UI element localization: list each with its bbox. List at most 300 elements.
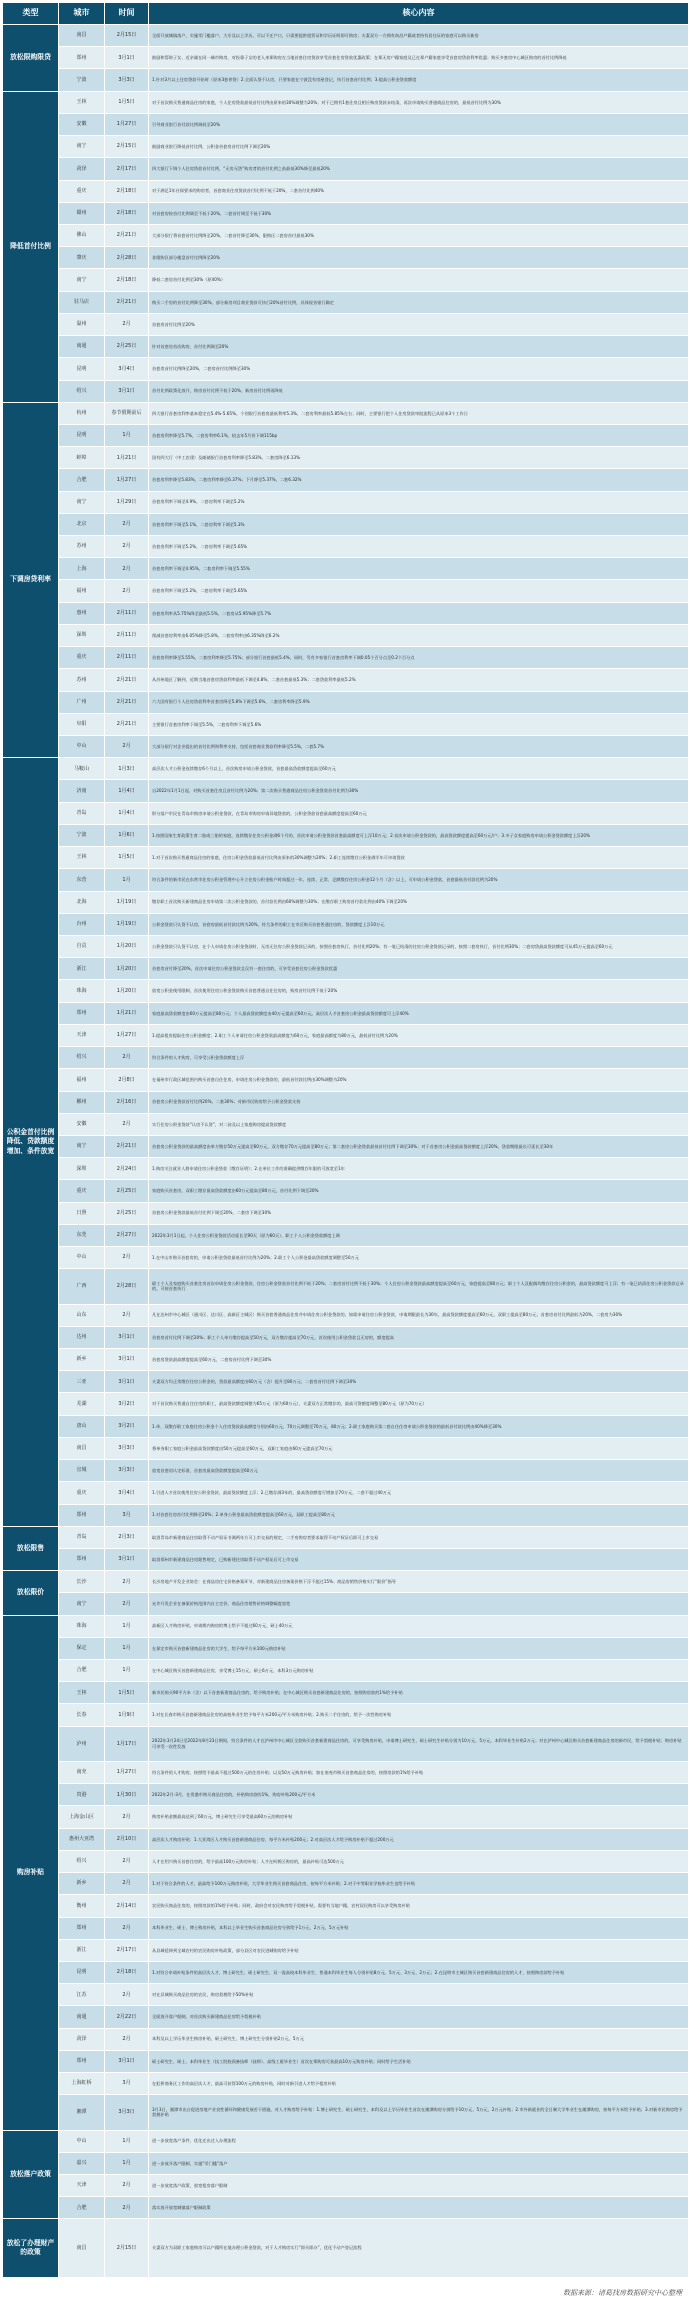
- source-note: 数据来源：诸葛找房数据研究中心整理: [563, 2289, 682, 2297]
- table-row: [3, 958, 689, 980]
- date-cell: 2月27日: [105, 1224, 149, 1246]
- header-city: 城市: [59, 3, 105, 25]
- content-text: 实行住房公积金贷款“认房不认贷”，对二孩及以上家庭购房提高贷款额度: [152, 1121, 287, 1127]
- content-cell: [149, 402, 689, 424]
- content-cell: [149, 2219, 689, 2278]
- content-cell: [149, 1828, 689, 1850]
- date-cell: 3月1日: [105, 1348, 149, 1370]
- table-row: [3, 1961, 689, 1983]
- date-cell: 3月2日: [105, 1415, 149, 1437]
- table-row: [3, 558, 689, 580]
- date-cell: 2月11日: [105, 602, 149, 624]
- date-cell: 1月30日: [105, 1784, 149, 1806]
- table-row: [3, 1269, 689, 1304]
- content-cell: [149, 2006, 689, 2028]
- city-cell: 合肥: [59, 469, 105, 491]
- content-text: 允许开发企业在备案价格范围内自主定价，商品住房销售价格调整幅度放宽: [152, 1601, 291, 1607]
- date-cell: 2月: [105, 513, 149, 535]
- content-text: 在虹桥商务区工作的高层次人才，最高可获得100万元的购房补贴，同时对新引进人才给予租房补贴: [152, 2080, 336, 2086]
- city-cell: 中山: [59, 2130, 105, 2152]
- date-cell: 2月15日: [105, 2219, 149, 2278]
- content-text: 引导商业银行首付款比例调低至20%: [152, 121, 220, 127]
- city-cell: 王林: [59, 847, 105, 869]
- table-row: [3, 358, 689, 380]
- content-text: 首套房公积金贷款的最高额度由单方缴存50万元提高至60万元，双方缴存70万元提高至80万元；第二套房公积金贷款最低首付比例下调至30%；对于首套房公积金最高贷款额度上浮20%，贷款期限最长可延长至30年: [152, 1143, 554, 1149]
- content-cell: [149, 1247, 689, 1269]
- content-cell: [149, 980, 689, 1002]
- content-cell: [149, 491, 689, 513]
- content-cell: [149, 358, 689, 380]
- content-text: 鼓励商业银行降低首付比例，公积金首套房首付比例下调至20%: [152, 143, 271, 149]
- content-text: 在保定市购买首套新建商品住房的大学生，给予每平方米100元购房补贴: [152, 1645, 286, 1651]
- content-cell: [149, 1761, 689, 1783]
- content-text: 高层次人才公积金连续缴存6个月以上，首次购房申请公积金贷款，首套最高贷款额度提高至60万元: [152, 766, 336, 772]
- city-cell: 宁波: [59, 69, 105, 91]
- city-cell: 重庆: [59, 647, 105, 669]
- date-cell: 2月: [105, 1984, 149, 2006]
- content-text: 1.单、双缴存职工家庭住房公积金个人住房贷款最高额度分别由60万元、70万元调整至70万元、80万元；2.职工家庭购买第二套自住住房申请公积金贷款的最低首付款比例由40%降至30%: [152, 1423, 502, 1429]
- content-text: 对于首次购买普通商品住房的家庭，个人住房贷款最低首付比例由原来的30%调整为20%；对于已拥有1套住房且相应购房贷款未结清，再次申请购买普通商品住房的，最低首付比例为30%: [152, 99, 501, 105]
- header-date: 时间: [105, 3, 149, 25]
- date-cell: 2月18日: [105, 180, 149, 202]
- category-cell: 降低首付比例: [3, 91, 59, 402]
- table-row: [3, 647, 689, 669]
- content-cell: [149, 291, 689, 313]
- table-row: [3, 1682, 689, 1704]
- city-cell: 南宁: [59, 1135, 105, 1157]
- content-cell: [149, 536, 689, 558]
- table-row: [3, 1593, 689, 1615]
- table-row: [3, 624, 689, 646]
- table-row: [3, 1326, 689, 1348]
- city-cell: 安徽: [59, 113, 105, 135]
- content-text: 对于满足1年社保要求的购房者，首套商业住房贷款首付比例不低于20%，二套首付比例40%: [152, 188, 325, 194]
- table-row: [3, 1482, 689, 1504]
- content-cell: [149, 1984, 689, 2006]
- content-text: 1.针对3月以上住房贷款开始时（原来3套停贷）2.全面认贷不认房，只要家庭在宁波没有房屋登记，执行首套首付比例；3.提高公积金贷款额度: [152, 77, 417, 83]
- date-cell: 1月21日: [105, 1002, 149, 1024]
- date-cell: 2月: [105, 1850, 149, 1872]
- table-row: [3, 847, 689, 869]
- content-text: 首套房利率下调至4.95%，二套房利率下调至5.55%: [152, 566, 250, 572]
- content-cell: [149, 424, 689, 446]
- content-cell: [149, 1637, 689, 1659]
- content-text: 大部分银行对企业提出的首付比例和利率支持，包括首套商业贷款利率降至5.5%，二套5.7%: [152, 743, 325, 749]
- table-row: [3, 580, 689, 602]
- content-cell: [149, 1348, 689, 1370]
- city-cell: 温州: [59, 313, 105, 335]
- content-cell: [149, 1002, 689, 1024]
- city-cell: 深圳: [59, 624, 105, 646]
- table-row: [3, 224, 689, 246]
- table-row: [3, 602, 689, 624]
- table-row: [3, 1024, 689, 1046]
- category-cell: 公积金首付比例降低、贷款额度增加、条件放宽: [3, 758, 59, 1527]
- table-row: [3, 1304, 689, 1326]
- city-cell: 合肥: [59, 2197, 105, 2219]
- content-text: 四大银行首套房利率基本稳定在5.4%-5.65%，个别银行首套房最低利率5.3%，二套房利率最低5.85%左右；同时，主要银行把个人住房贷款审批流程已从原来3个工作日: [152, 410, 468, 416]
- date-cell: 3月1日: [105, 47, 149, 69]
- content-text: 公积金贷款只认贷不认房，首套房最低首付款比例为20%，符合条件的职工在市区购买首套普通住房的，贷款额度上浮10万元: [152, 921, 385, 927]
- city-cell: 肇庆: [59, 247, 105, 269]
- content-text: 首套房公积金贷款最低首付比例下调至20%，二套房下调至30%: [152, 1210, 272, 1216]
- date-cell: 1月4日: [105, 802, 149, 824]
- city-cell: 山东: [59, 1304, 105, 1326]
- date-cell: 3月: [105, 2073, 149, 2095]
- table-row: [3, 1850, 689, 1872]
- content-cell: [149, 1393, 689, 1415]
- city-cell: 绍兴: [59, 380, 105, 402]
- content-text: 2022年3月24日至2022年8月23日期间，符合条件的人才在泸州市中心城区全款购买首套新建商品住房的，可享受购房补贴，申请博士研究生、硕士研究生补贴分别为10万元、5万元，本科毕业生补贴2万元；对在泸州中心城区购买首套新建商品住房的新市民，给予契税补贴；购房补贴可享受一次性发放: [152, 1738, 682, 1749]
- date-cell: 2月25日: [105, 1202, 149, 1224]
- date-cell: 2月24日: [105, 1158, 149, 1180]
- content-text: 在中心城区购买首套新建商品住房，享受博士15万元、硕士6万元、本科3万元购房补贴: [152, 1667, 314, 1673]
- content-text: 首套房首付比例下调至20%；职工个人单方缴存提高至50万元，双方缴存提高至70万元，首次使用公积金贷款且无房的，额度提高: [152, 1334, 394, 1340]
- city-cell: 北海: [59, 891, 105, 913]
- content-cell: [149, 1961, 689, 1983]
- content-text: 积分落户市民在青岛市购房申请公积金贷款，在青岛市购房申请异地贷款的，公积金贷款首套最高额度提高至60万元: [152, 810, 367, 816]
- date-cell: 2月11日: [105, 624, 149, 646]
- table-row: [3, 247, 689, 269]
- city-cell: 南通: [59, 2006, 105, 2028]
- table-row: [3, 2050, 689, 2072]
- content-cell: [149, 2130, 689, 2152]
- city-cell: 达州: [59, 1326, 105, 1348]
- city-cell: 佛山: [59, 224, 105, 246]
- table-row: [3, 291, 689, 313]
- content-cell: [149, 758, 689, 780]
- table-row: [3, 2219, 689, 2278]
- content-cell: [149, 25, 689, 47]
- category-cell: 购房补贴: [3, 1615, 59, 2130]
- city-cell: 中山: [59, 1247, 105, 1269]
- table-row: [3, 336, 689, 358]
- city-cell: 昆明: [59, 1961, 105, 1983]
- table-row: [3, 1415, 689, 1437]
- date-cell: 2月21日: [105, 224, 149, 246]
- content-cell: [149, 269, 689, 291]
- date-cell: 2月: [105, 1247, 149, 1269]
- content-cell: [149, 1682, 689, 1704]
- date-cell: 2月: [105, 558, 149, 580]
- table-row: [3, 1224, 689, 1246]
- table-row: [3, 2095, 689, 2130]
- content-text: 新市民购买90平方米（含）以下首套新建商品住房的，给予购房补贴；在中心城区购买首套新建商品住房的，按照购房款的1%给予补贴: [152, 1690, 403, 1696]
- city-cell: 浙江: [59, 958, 105, 980]
- category-cell: 放松落户政策: [3, 2130, 59, 2219]
- table-row: [3, 136, 689, 158]
- content-text: 全面开放城镇落户，实施零门槛落户，大专及以上学历，可以不迁户口，只需要提供租赁证和学历证明即可购房；夫妻双方一方拥有南昌户籍或者持有居住证的家庭可以购买新房: [152, 32, 479, 38]
- content-cell: [149, 1415, 689, 1437]
- city-cell: 保定: [59, 1637, 105, 1659]
- content-text: 凡在达州市中心城区（通川区、达川区、高新区主城区）购买首套普通商品住房并申请住房公积金贷款的，如需申请住房公积金贷款，申请期限最长为30年，最高贷款额度提高至60万元，双职工提高至80万元；首套房首付比例最低为20%，二套房为30%: [152, 1312, 623, 1318]
- content-cell: [149, 891, 689, 913]
- city-cell: 南宁: [59, 1593, 105, 1615]
- date-cell: 1月: [105, 424, 149, 446]
- content-text: 鼓励和帮助子女、近亲属在同一城市购房，对投靠子女的老人来郑购房在当地首套住房贷款享受首套住房贷款优惠政策；在郑无房户籍家庭及已在郑户籍家庭享受首套房贷款利率优惠；购买多套房中心城区购房的首付比例降低: [152, 55, 567, 61]
- content-text: 非限购区部分楼盘首付比例降至20%: [152, 255, 220, 261]
- content-text: 首套房利率下调至4.9%，二套房利率下调至5.2%: [152, 499, 245, 505]
- city-cell: 郑州: [59, 47, 105, 69]
- city-cell: 南昌: [59, 1437, 105, 1459]
- content-text: 从县城延伸到全域农村的农民购房补贴政策，部分县区对农民进城购房给予补贴: [152, 1947, 299, 1953]
- content-text: 进一步放宽落户政策，放宽租房落户限制: [152, 2182, 228, 2188]
- table-row: [3, 1615, 689, 1637]
- city-cell: 南昌: [59, 25, 105, 47]
- date-cell: 1月27日: [105, 1761, 149, 1783]
- date-cell: 2月: [105, 2028, 149, 2050]
- content-text: 1.对于首次购买普通商品住房的家庭，住房公积金贷款最低首付比例由原来的30%调整为20%；2.职工连续缴存公积金满半年可申请贷款: [152, 854, 405, 860]
- table-row: [3, 402, 689, 424]
- city-cell: 南宁: [59, 136, 105, 158]
- content-cell: [149, 1371, 689, 1393]
- city-cell: 新乡: [59, 1348, 105, 1370]
- table-row: [3, 713, 689, 735]
- date-cell: 2月: [105, 1571, 149, 1593]
- content-cell: [149, 2174, 689, 2196]
- date-cell: 2月: [105, 1806, 149, 1828]
- date-cell: 2月16日: [105, 1091, 149, 1113]
- content-cell: [149, 958, 689, 980]
- content-cell: [149, 1069, 689, 1091]
- date-cell: 1月: [105, 1637, 149, 1659]
- date-cell: 3月3日: [105, 1437, 149, 1459]
- date-cell: 3月: [105, 1504, 149, 1526]
- table-row: [3, 202, 689, 224]
- city-cell: 郴州: [59, 1091, 105, 1113]
- content-text: 首套房利率下调至5.1%，二套房利率下调至5.3%: [152, 521, 245, 527]
- content-text: 职工个人及家庭购买首套住房首次申请住房公积金贷款，住房公积金贷款首付比例不低于20%；二套房首付比例不低于30%；个人住房公积金贷款最高额度提高至60万元，家庭提高至80万元；职工个人及配偶均缴存住房公积金的，最高贷款额度可上浮；有一笔已结清住房公积金贷款记录的，可按首套执行: [152, 1280, 684, 1292]
- table-row: [3, 869, 689, 891]
- table-row: [3, 1761, 689, 1783]
- table-row: [3, 1437, 689, 1459]
- table-row: [3, 1526, 689, 1548]
- content-text: 在福州市行政区域范围内购买首套自住住房，申请住房公积金贷款的，最低首付款比例由30%调整为20%: [152, 1077, 347, 1083]
- date-cell: 2月: [105, 580, 149, 602]
- date-cell: 1月: [105, 2130, 149, 2152]
- city-cell: 上海金山区: [59, 1806, 105, 1828]
- city-cell: 新乡: [59, 1873, 105, 1895]
- table-row: [3, 1202, 689, 1224]
- city-cell: 王林: [59, 91, 105, 113]
- table-row: [3, 1113, 689, 1135]
- date-cell: 3月3日: [105, 2095, 149, 2130]
- table-row: [3, 1091, 689, 1113]
- table-row: [3, 1873, 689, 1895]
- date-cell: 2月: [105, 2197, 149, 2219]
- table-row: [3, 1660, 689, 1682]
- date-cell: 2月15日: [105, 136, 149, 158]
- content-text: 高新区人才购房补贴，申请期内购房的博士给予不超过60万元，硕士40万元: [152, 1623, 293, 1629]
- city-cell: 昆明: [59, 424, 105, 446]
- date-cell: 2月: [105, 1047, 149, 1069]
- content-text: 四大银行下调个人住房贷款首付比例，“无房无贷”购房者的首付比例之前最低30%降至最低20%: [152, 166, 330, 172]
- city-cell: 王林: [59, 1682, 105, 1704]
- content-cell: [149, 1526, 689, 1548]
- table-row: [3, 269, 689, 291]
- date-cell: 1月29日: [105, 491, 149, 513]
- content-text: 进一步放开落户限制，实施“零门槛”落户: [152, 2160, 228, 2166]
- city-cell: 长沙: [59, 1571, 105, 1593]
- content-cell: [149, 2152, 689, 2174]
- date-cell: 3月1日: [105, 1548, 149, 1570]
- date-cell: 1月21日: [105, 447, 149, 469]
- content-text: 主要银行首套房利率下调至5.5%，二套房利率下调至5.6%: [152, 721, 262, 727]
- header-type: 类型: [3, 3, 59, 25]
- table-row: [3, 780, 689, 802]
- city-cell: 浙江: [59, 1939, 105, 1961]
- content-text: 1.引进人才首次使用住房公积金贷款，最高贷款额度上浮；2.已缴存满3年的，最高贷款额度可增加至70万元，二套不超过40万元: [152, 1490, 392, 1496]
- city-cell: 菏泽: [59, 2028, 105, 2050]
- policy-table: [2, 2, 689, 2278]
- content-cell: [149, 313, 689, 335]
- content-text: 国有四大行（中工农建）及邮储银行首套房利率降至5.83%，二套房降至6.13%: [152, 455, 301, 461]
- table-row: [3, 47, 689, 69]
- date-cell: 3月1日: [105, 1371, 149, 1393]
- content-text: 本科毕业生、硕士、博士购房补贴，本科以上毕业生购买首套商品住房分别给予1万元、2万元、5万元补贴: [152, 1925, 349, 1931]
- table-row: [3, 25, 689, 47]
- city-cell: 南宁: [59, 491, 105, 513]
- content-cell: [149, 1895, 689, 1917]
- city-cell: 惠州: [59, 602, 105, 624]
- table-row: [3, 513, 689, 535]
- content-text: 首套房利率降至5.55%，二套房利率降至5.75%；部分银行首套最低5.4%，同时，另有多家银行首套房利率下调0.05个百分点至0.2个百分点: [152, 655, 415, 660]
- category-cell: 下调房贷利率: [3, 402, 59, 758]
- content-text: 符合条件的新市民在东营市住房公积金管理中心开立住房公积金账户时间超过一年，连续、正常、足额缴存住房公积金12个月（含）以上，可申请公积金贷款，首套最低首付款比例为20%: [152, 877, 498, 883]
- date-cell: 2月10日: [105, 1828, 149, 1850]
- city-cell: 惠州大亚湾: [59, 1828, 105, 1850]
- content-text: 符合条件的人才购房，可享受公积金贷款额度上浮: [152, 1054, 245, 1060]
- date-cell: 3月4日: [105, 1482, 149, 1504]
- content-cell: [149, 580, 689, 602]
- content-cell: [149, 1482, 689, 1504]
- content-text: 放宽公积金使用限制，首次使用住房公积金贷款购买首套普通自住住房的，购房首付比例不低于20%: [152, 988, 338, 994]
- table-body: [3, 25, 689, 2278]
- table-row: [3, 1637, 689, 1659]
- table-row: [3, 1784, 689, 1806]
- date-cell: 1月20日: [105, 958, 149, 980]
- city-cell: 广西: [59, 1269, 105, 1304]
- table-row: [3, 491, 689, 513]
- content-cell: [149, 1091, 689, 1113]
- content-text: 首套房利率降至5.7%，二套房利率6.1%，较去年5月份下调115bp: [152, 432, 278, 438]
- date-cell: 3月3日: [105, 1460, 149, 1482]
- city-cell: 郑州: [59, 1548, 105, 1570]
- content-cell: [149, 513, 689, 535]
- content-text: 对于首次购买普通自住住房的职工，最高贷款额度调整为65万元（原为60万元），夫妻双方正常缴存的，最高可贷额度调整至80万元（原为70万元）: [152, 1401, 427, 1407]
- date-cell: 1月4日: [105, 780, 149, 802]
- table-row: [3, 1247, 689, 1269]
- content-text: 3月3日，湘潭市出台促进房地产业良性循环和健康发展若干措施，对人才购房给予补贴：1.博士研究生、硕士研究生、本科及以上学历毕业生首次在湘潭购房分别给予10万元、5万元、2万元补贴；2.市外新就业的全日制大学毕业生在湘潭购房，按每平方米给予补贴；3.对新市民购房给予契税补贴: [152, 2106, 683, 2118]
- content-cell: [149, 713, 689, 735]
- content-cell: [149, 2095, 689, 2130]
- content-text: 首套房利率下调至5.2%，二套房利率下调至5.65%: [152, 543, 248, 549]
- city-cell: 宜城: [59, 1460, 105, 1482]
- content-text: 首套房首付比例至20%: [152, 321, 195, 327]
- city-cell: 珠海: [59, 980, 105, 1002]
- content-text: 对首套房按首付比例调至不低于20%，二套首付调至不低于30%: [152, 210, 272, 216]
- city-cell: 南充: [59, 1761, 105, 1783]
- content-cell: [149, 380, 689, 402]
- table-row: [3, 824, 689, 846]
- city-cell: 苏州: [59, 536, 105, 558]
- content-cell: [149, 247, 689, 269]
- content-text: 将单身职工家庭公积金最高贷款额度由50万元提高至60万元，双职工家庭由60万元提高至70万元: [152, 1445, 333, 1451]
- city-cell: 日照: [59, 1202, 105, 1224]
- date-cell: 1月17日: [105, 1726, 149, 1761]
- date-cell: 3月1日: [105, 380, 149, 402]
- date-cell: 3月1日: [105, 1326, 149, 1348]
- content-cell: [149, 624, 689, 646]
- city-cell: 珠海: [59, 1615, 105, 1637]
- content-text: 购买二手房的首付比例降至30%，部分新房项目商业贷款可执行20%首付比例，具体视各银行确定: [152, 299, 334, 305]
- city-cell: 江苏: [59, 1984, 105, 2006]
- table-row: [3, 2152, 689, 2174]
- content-text: 1.对在长春市购买首套新建商品住房的高校毕业生给予每平方米200元/平方米购房补贴；2.购买二手住房的，给予一次性购房补贴: [152, 1712, 392, 1718]
- content-cell: [149, 558, 689, 580]
- table-row: [3, 424, 689, 446]
- content-text: 家庭购买首套房，双职工缴存最高贷款额度由60万元提高至80万元，首付比例下调至20%: [152, 1188, 319, 1194]
- content-text: 首套房利率从5.75%降至最低5.5%，二套房从5.95%降至5.7%: [152, 610, 272, 616]
- table-row: [3, 1917, 689, 1939]
- table-row: [3, 1002, 689, 1024]
- content-cell: [149, 1548, 689, 1570]
- content-text: 首套房首付降至20%，首次申请住房公积金贷款且仅有一套住房的，可享受首套住房公积金贷款优惠: [152, 966, 338, 972]
- date-cell: 3月1日: [105, 2050, 149, 2072]
- content-cell: [149, 669, 689, 691]
- city-cell: 台州: [59, 913, 105, 935]
- date-cell: 1月5日: [105, 91, 149, 113]
- date-cell: 3月4日: [105, 358, 149, 380]
- content-cell: [149, 847, 689, 869]
- content-cell: [149, 1024, 689, 1046]
- city-cell: 衡州: [59, 1895, 105, 1917]
- category-cell: 放松限售: [3, 1526, 59, 1570]
- table-row: [3, 180, 689, 202]
- content-cell: [149, 1202, 689, 1224]
- city-cell: 阜阳: [59, 713, 105, 735]
- table-row: [3, 2197, 689, 2219]
- date-cell: 2月18日: [105, 269, 149, 291]
- content-cell: [149, 180, 689, 202]
- table-row: [3, 1806, 689, 1828]
- date-cell: 2月: [105, 536, 149, 558]
- date-cell: 2月21日: [105, 291, 149, 313]
- content-text: 夫妻双方为双职工家庭购房可以户籍所在地办理公积金贷款，对于人才购房实行“即买即办”，优化不动产登记流程: [152, 2245, 362, 2251]
- content-text: 取消郑州市新建商品住房限售规定，已购新建住房取得不动产权证后可上市交易: [152, 1556, 299, 1562]
- city-cell: 合肥: [59, 1660, 105, 1682]
- content-cell: [149, 2050, 689, 2072]
- content-text: 1.购房关注就业人群申请住房公积金贷款《缴存证明》；2.在单位工作的准确提供缴存年限的可放宽至1年: [152, 1166, 345, 1172]
- content-cell: [149, 1571, 689, 1593]
- table-row: [3, 1047, 689, 1069]
- category-cell: 放松了办理财产的政策: [3, 2219, 59, 2278]
- date-cell: 1月27日: [105, 469, 149, 491]
- content-text: 首套房首付比例降至20%，二套房首付比例降至30%: [152, 366, 251, 372]
- content-text: 家庭最高贷款额度由60万元提高至80万元；个人最高贷款额度由40万元提高至60万元。高层次人才首套房公积金最高贷款额度可上浮40%: [152, 1010, 409, 1016]
- table-row: [3, 447, 689, 469]
- table-row: [3, 736, 689, 758]
- content-cell: [149, 202, 689, 224]
- content-cell: [149, 158, 689, 180]
- content-cell: [149, 136, 689, 158]
- date-cell: 2月: [105, 1113, 149, 1135]
- table-row: [3, 313, 689, 335]
- content-cell: [149, 935, 689, 957]
- table-row: [3, 669, 689, 691]
- content-text: 公积金贷款只认贷不认房，在个人申请住房公积金贷款时，无房无住房公积金贷款记录的，按照首套房执行，首付比例20%；有一笔已结清的住房公积金贷款记录的，按照二套房执行，首付比例30%；二套房贷最高贷款额度可从45万元提高至60万元: [152, 943, 613, 949]
- date-cell: 2月25日: [105, 1180, 149, 1202]
